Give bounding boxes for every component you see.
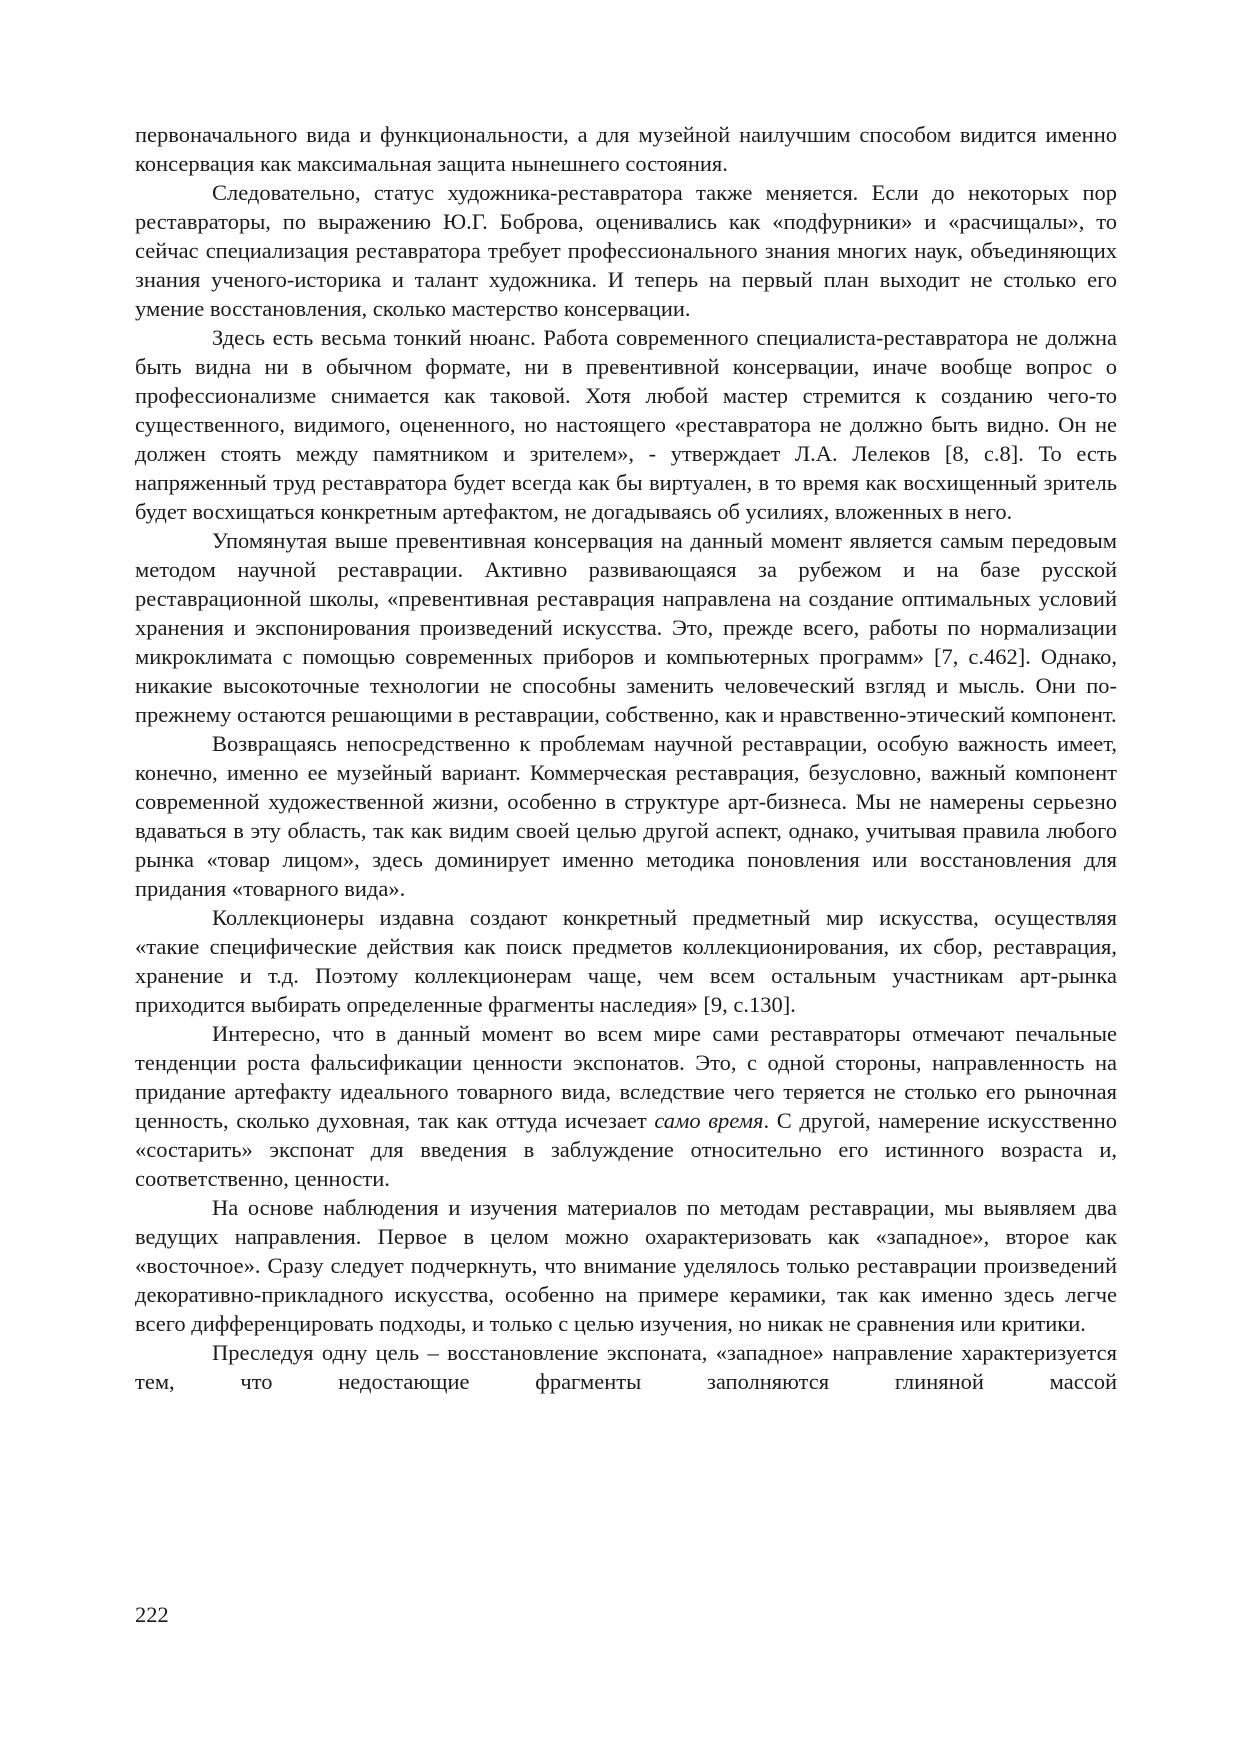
paragraph: Здесь есть весьма тонкий нюанс. Работа современного специалиста-реставратора не должна быть видна ни в обычном формате, ни в превентивной консервации, иначе вообще вопрос о профессионализме снимается как таковой. Хотя любой мастер стремится к созданию чего-то существенного, видимого, оцененного, но настоящего «реставратора не должно быть видно. Он не должен стоять между памятником и зрителем», - утверждает Л.А. Лелеков [8, с.8]. То есть напряженный труд реставратора будет всегда как бы виртуален, в то время как восхищенный зритель будет восхищаться конкретным артефактом, не догадываясь об усилиях, вложенных в него.	[135, 325, 1117, 524]
paragraph: первоначального вида и функциональности, а для музейной наилучшим способом видится именно консервация как максимальная защита нынешнего состояния.	[135, 122, 1117, 176]
paragraph	[135, 1019, 1117, 1193]
italic-phrase: само время	[654, 1108, 764, 1133]
paragraph: Упомянутая выше превентивная консервация на данный момент является самым передовым методом научной реставрации. Активно развивающаяся за рубежом и на базе русской реставрационной школы, «превентивная реставрация направлена на создание оптимальных условий хранения и экспонирования произведений искусства. Это, прежде всего, работы по нормализации микроклимата с помощью современных приборов и компьютерных программ» [7, с.462]. Однако, никакие высокоточные технологии не способны заменить человеческий взгляд и мысль. Они по-прежнему остаются решающими в реставрации, собственно, как и нравственно-этический компонент.	[135, 528, 1117, 727]
paragraph: Возвращаясь непосредственно к проблемам научной реставрации, особую важность имеет, конечно, именно ее музейный вариант. Коммерческая реставрация, безусловно, важный компонент современной художественной жизни, особенно в структуре арт-бизнеса. Мы не намерены серьезно вдаваться в эту область, так как видим своей целью другой аспект, однако, учитывая правила любого рынка «товар лицом», здесь доминирует именно методика поновления или восстановления для придания «товарного вида».	[135, 731, 1117, 901]
body-text	[135, 120, 1117, 1396]
paragraph-text: . С другой, намерение искусственно «состарить» экспонат для введения в заблуждение относительно его истинного возраста и, соответственно, ценности.	[135, 1108, 1117, 1191]
paragraph: Следовательно, статус художника-реставратора также меняется. Если до некоторых пор реставраторы, по выражению Ю.Г. Боброва, оценивались как «подфурники» и «расчищалы», то сейчас специализация реставратора требует профессионального знания многих наук, объединяющих знания ученого-историка и талант художника. И теперь на первый план выходит не столько его умение восстановления, сколько мастерство консервации.	[135, 180, 1117, 321]
paragraph: Коллекционеры издавна создают конкретный предметный мир искусства, осуществляя «такие специфические действия как поиск предметов коллекционирования, их сбор, реставрация, хранение и т.д. Поэтому коллекционерам чаще, чем всем остальным участникам арт-рынка приходится выбирать определенные фрагменты наследия» [9, с.130].	[135, 905, 1117, 1017]
paragraph: На основе наблюдения и изучения материалов по методам реставрации, мы выявляем два ведущих направления. Первое в целом можно охарактеризовать как «западное», второе как «восточное». Сразу следует подчеркнуть, что внимание уделялось только реставрации произведений декоративно-прикладного искусства, особенно на примере керамики, так как именно здесь легче всего дифференцировать подходы, и только с целью изучения, но никак не сравнения или критики.	[135, 1195, 1117, 1336]
page-number: 222	[135, 1602, 169, 1627]
paragraph-text: Интересно, что в данный момент во всем мире сами реставраторы отмечают печальные тенденции роста фальсификации ценности экспонатов. Это, с одной стороны, направленность на придание артефакту идеального товарного вида, вследствие чего теряется не столько его рыночная ценность, сколько духовная, так как оттуда исчезает	[135, 1021, 1117, 1133]
paragraph-last: Преследуя одну цель – восстановление экспоната, «западное» направление характеризуется тем, что недостающие фрагменты заполняются глиняной массой	[135, 1340, 1117, 1394]
